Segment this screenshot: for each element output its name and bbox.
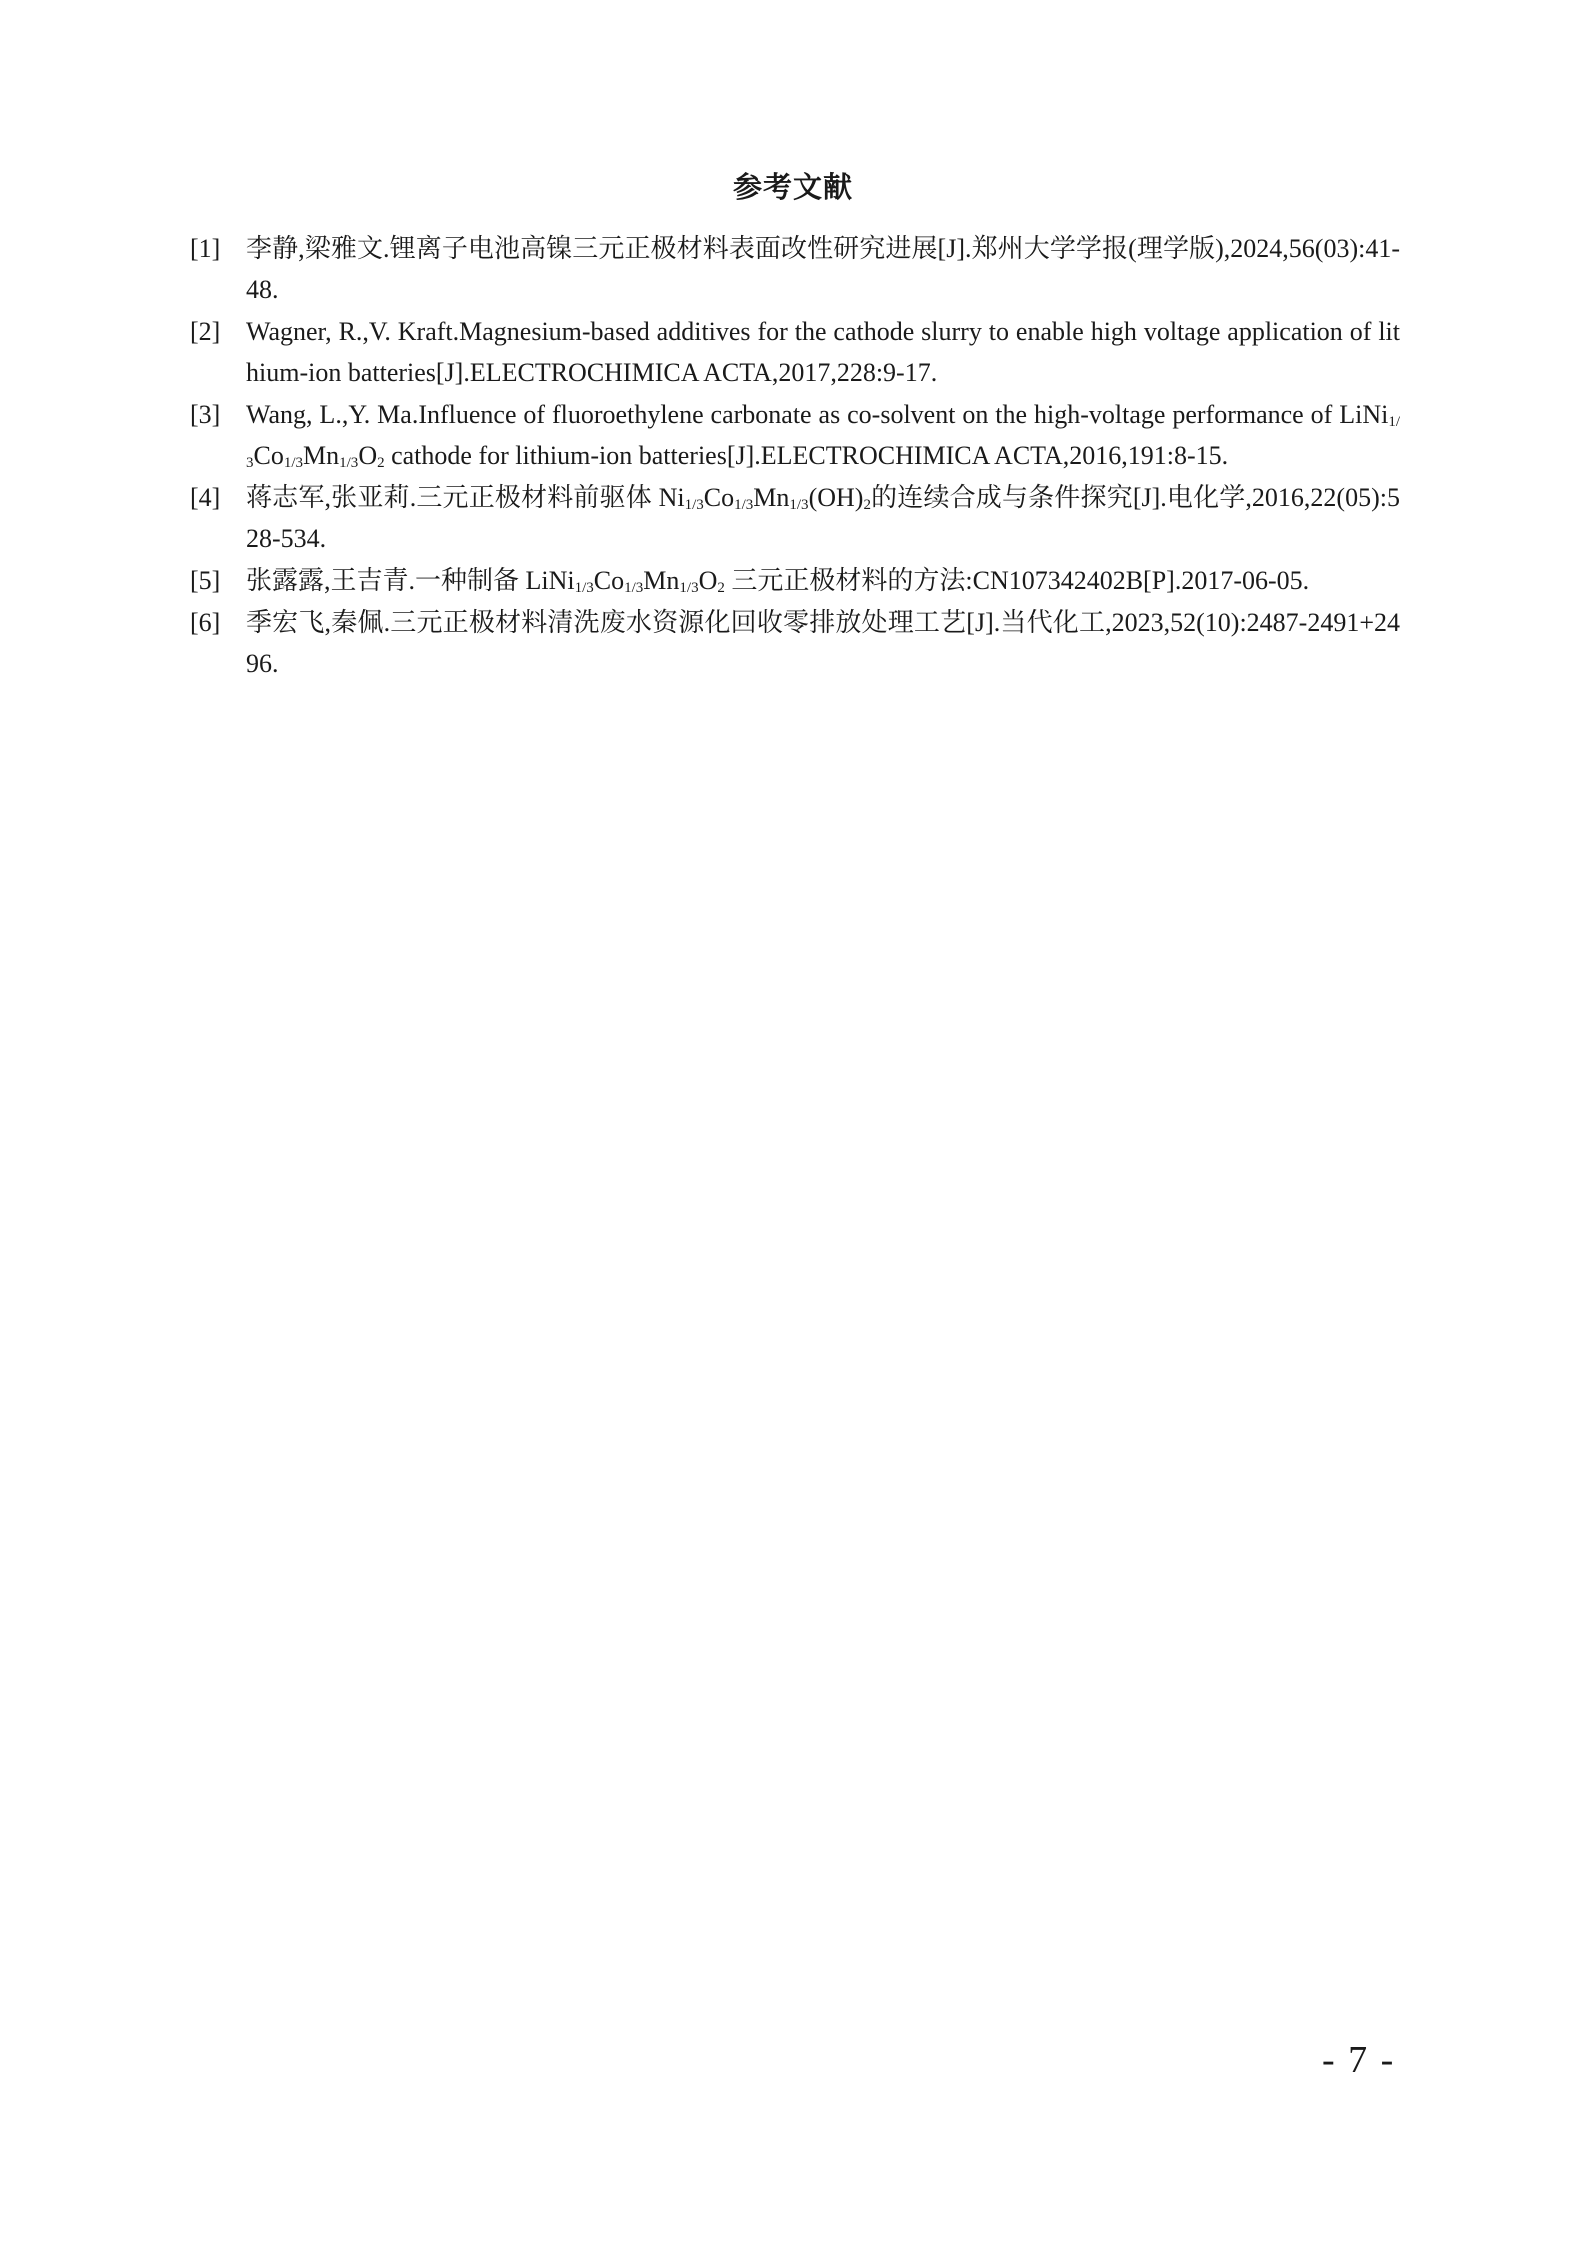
reference-text-segment: cathode for lithium-ion batteries[J].ELECTROCHIMICA ACTA,2016,191:8-15. <box>384 441 1229 470</box>
reference-text-segment: 季宏飞,秦佩.三元正极材料清洗废水资源化回收零排放处理工艺[J].当代化工,2023,52(10):2487-2491+2496. <box>246 608 1400 678</box>
reference-number: [2] <box>190 317 221 346</box>
reference-item <box>190 311 1400 393</box>
reference-text-segment: O <box>698 566 718 595</box>
reference-text-segment: 三元正极材料的方法:CN107342402B[P].2017-06-05. <box>724 566 1310 595</box>
reference-text-segment: 的连续合成与条件探究[J].电化学,2016,22(05):528-534. <box>246 483 1400 553</box>
reference-text-segment: 李静,梁雅文.锂离子电池高镍三元正极材料表面改性研究进展[J].郑州大学学报(理学版),2024,56(03):41-48. <box>246 234 1400 304</box>
reference-number: [5] <box>190 566 221 595</box>
subscript-text: 2 <box>377 455 385 471</box>
reference-text-segment: Co <box>253 441 284 470</box>
reference-text-segment: Co <box>703 483 735 512</box>
reference-number: [6] <box>190 608 221 637</box>
reference-text-segment: Mn <box>303 441 340 470</box>
reference-item <box>190 602 1400 684</box>
reference-item <box>190 560 1400 601</box>
reference-number: [1] <box>190 234 221 263</box>
reference-text-segment: Mn <box>643 566 680 595</box>
reference-item <box>190 228 1400 310</box>
page-number: - 7 - <box>1322 2039 1396 2081</box>
reference-text <box>246 317 1400 387</box>
reference-text <box>246 566 1309 595</box>
reference-text <box>246 483 1400 553</box>
subscript-text: 1/3 <box>789 497 809 513</box>
references-heading: 参考文献 <box>732 170 853 204</box>
subscript-text: 1/3 <box>246 414 1400 471</box>
reference-text-segment: Wang, L.,Y. Ma.Influence of fluoroethylene carbonate as co-solvent on the high-voltage performance of LiNi <box>246 400 1389 429</box>
subscript-text: 1/3 <box>339 455 359 471</box>
subscript-text: 1/3 <box>679 580 699 596</box>
reference-text-segment: 蒋志军,张亚莉.三元正极材料前驱体 Ni <box>246 483 685 512</box>
reference-list <box>190 228 1400 685</box>
subscript-text: 2 <box>717 580 725 596</box>
reference-text-segment: Co <box>593 566 625 595</box>
reference-text-segment: 张露露,王吉青.一种制备 LiNi <box>246 566 575 595</box>
reference-text <box>246 400 1400 470</box>
reference-text-segment: O <box>358 441 378 470</box>
subscript-text: 1/3 <box>684 497 704 513</box>
subscript-text: 1/3 <box>734 497 754 513</box>
reference-item <box>190 394 1400 476</box>
subscript-text: 2 <box>863 497 871 513</box>
reference-text <box>246 234 1400 304</box>
reference-text <box>246 608 1400 678</box>
reference-number: [3] <box>190 400 221 429</box>
reference-number: [4] <box>190 483 221 512</box>
reference-text-segment: Mn <box>753 483 790 512</box>
reference-text-segment: (OH) <box>808 483 864 512</box>
subscript-text: 1/3 <box>283 455 304 471</box>
reference-item <box>190 477 1400 559</box>
reference-text-segment: Wagner, R.,V. Kraft.Magnesium-based additives for the cathode slurry to enable high voltage application of lithium-ion batteries[J].ELECTROCHIMICA ACTA,2017,228:9-17. <box>246 317 1400 387</box>
subscript-text: 1/3 <box>624 580 644 596</box>
subscript-text: 1/3 <box>574 580 594 596</box>
